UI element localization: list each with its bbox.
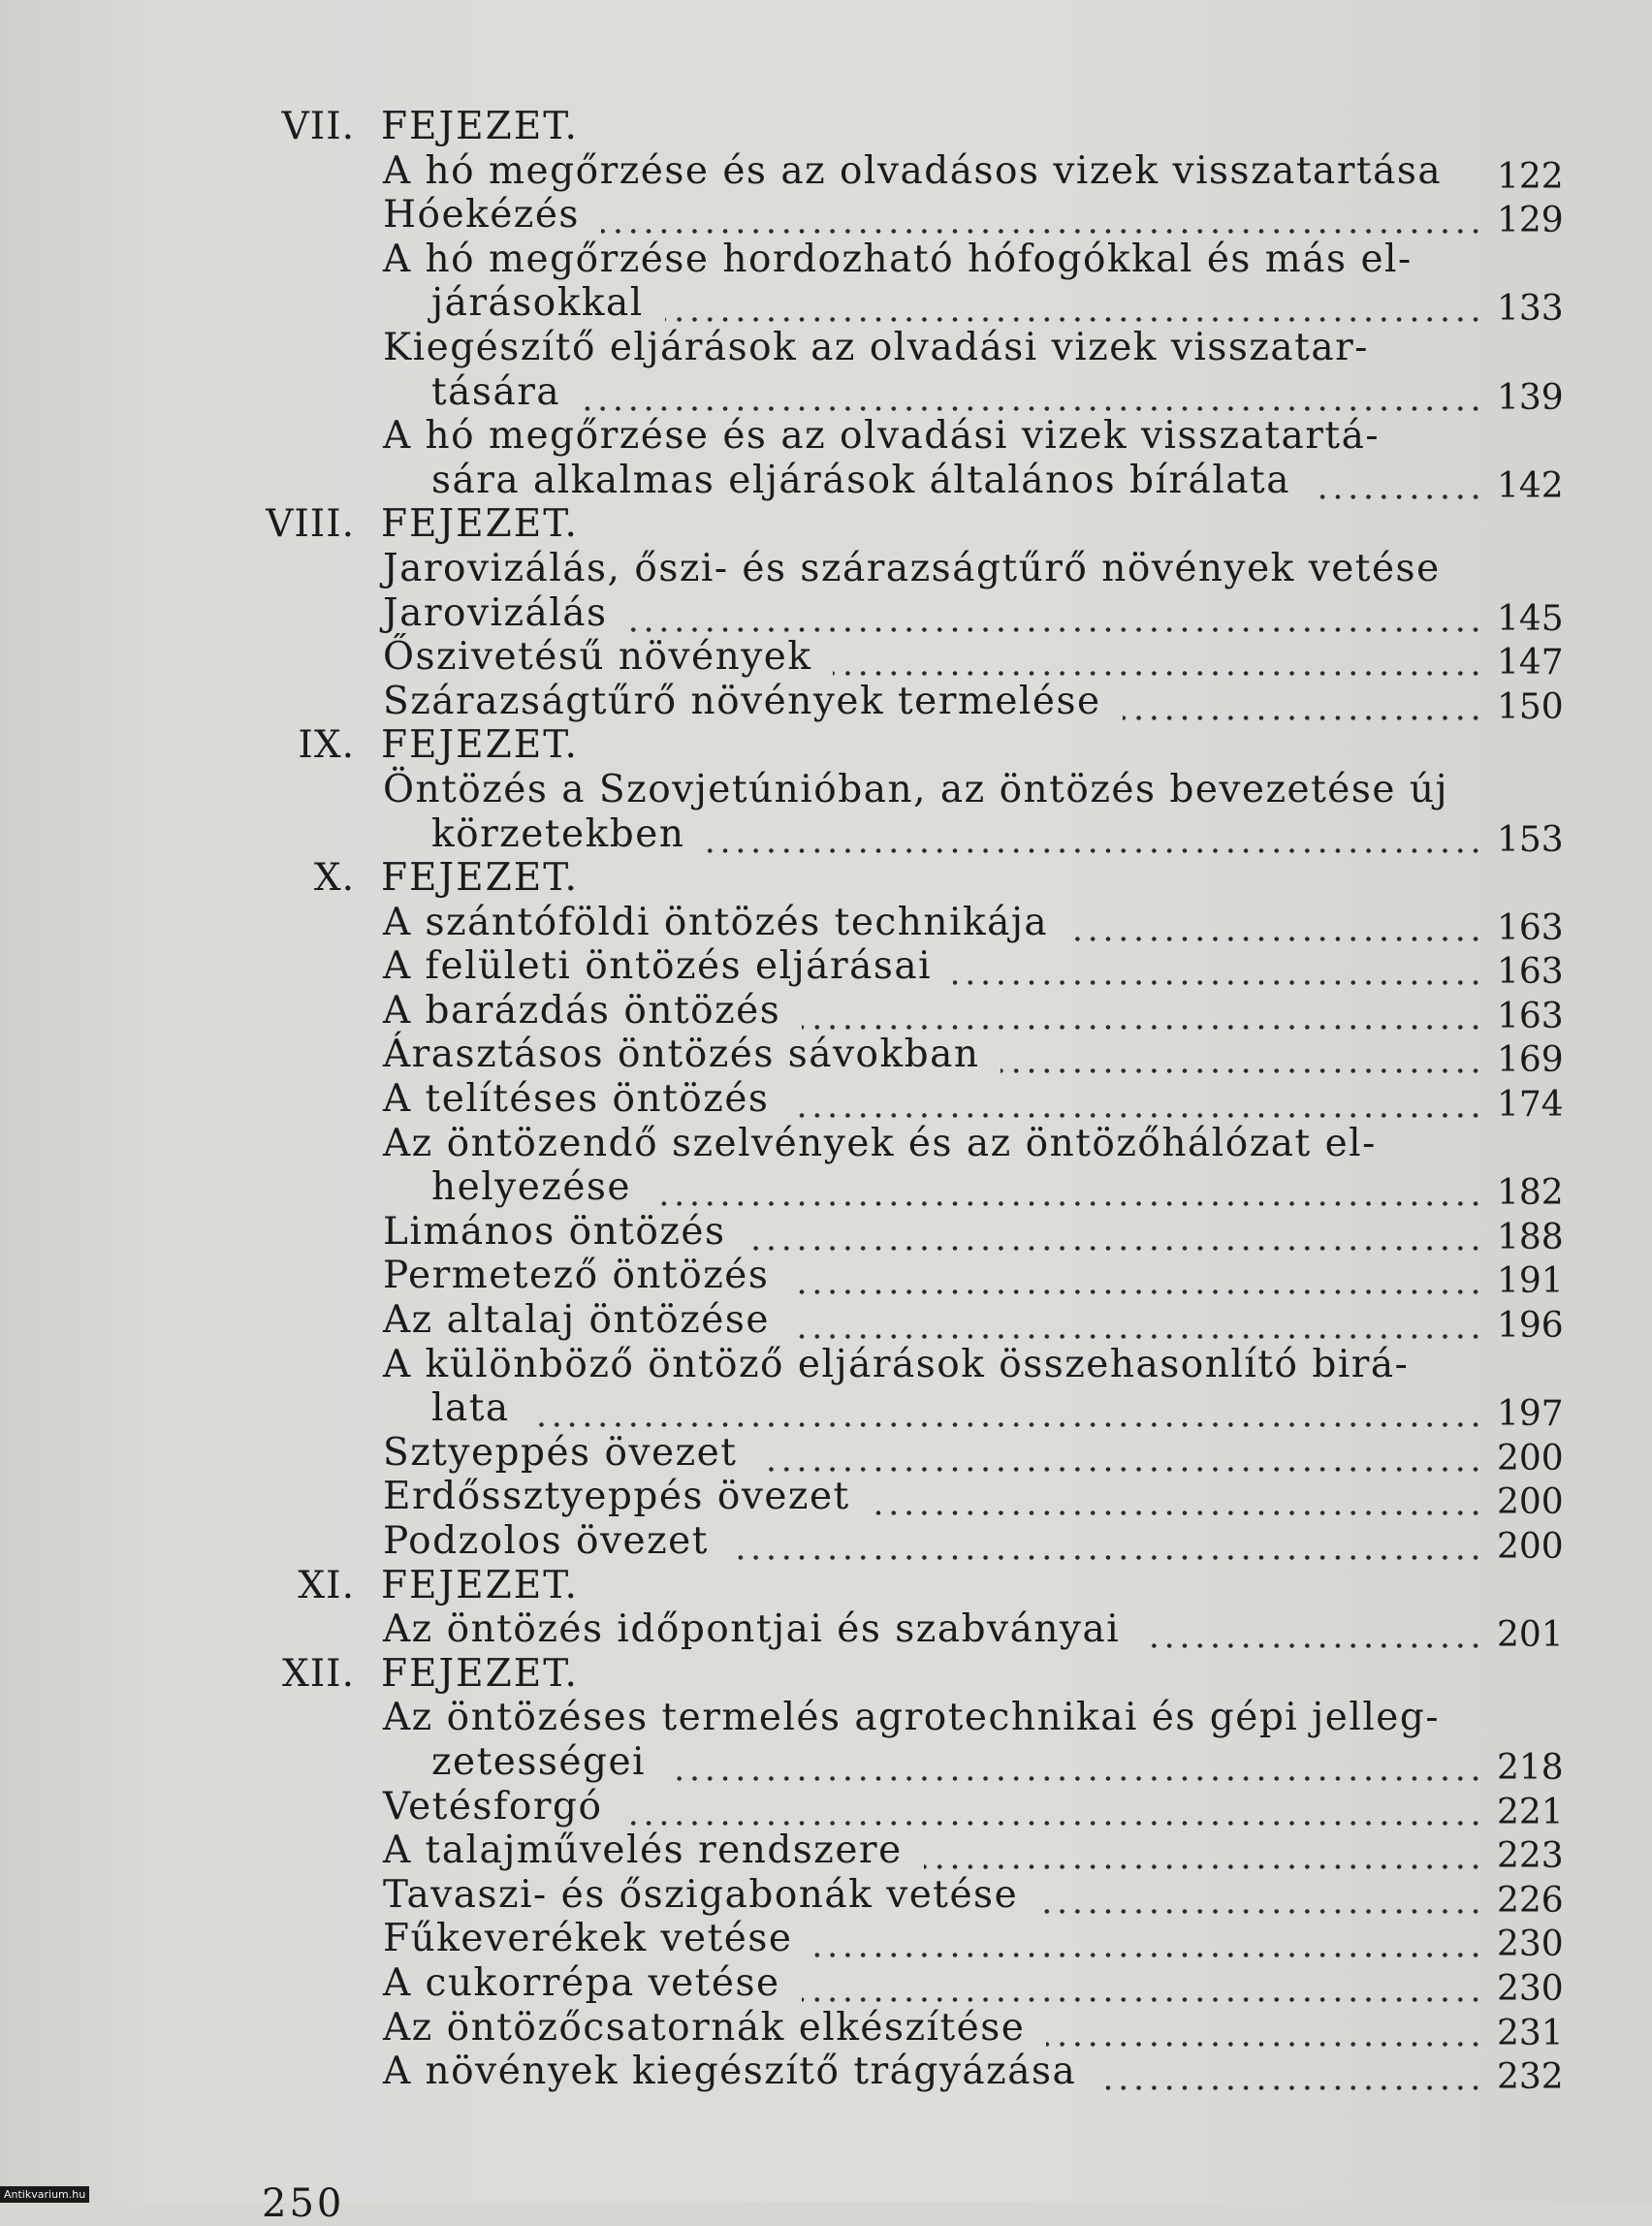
toc-entry (0, 369, 1652, 418)
toc-entry (0, 1519, 1652, 1567)
entry-page-number: 201 (1497, 1615, 1564, 1656)
entry-title: tására (431, 369, 561, 414)
toc-entry (0, 238, 1652, 282)
chapter-label: FEJEZET. (381, 1651, 579, 1696)
entry-page-number: 129 (1497, 201, 1564, 241)
entry-title: Erdőssztyeppés övezet (383, 1475, 850, 1519)
dot-leader (1097, 2063, 1483, 2092)
toc-entry (0, 2050, 1652, 2098)
toc-entry (0, 1960, 1652, 2009)
entry-page-number: 169 (1497, 1040, 1564, 1081)
entry-page-number: 188 (1497, 1217, 1564, 1257)
entry-page-number: 231 (1497, 2013, 1564, 2053)
table-of-contents (0, 105, 1652, 2098)
entry-page-number: 163 (1497, 952, 1564, 993)
chapter-label: FEJEZET. (381, 723, 579, 768)
entry-page-number: 142 (1497, 465, 1564, 506)
chapter-heading (0, 856, 1652, 901)
toc-entry (0, 414, 1652, 459)
toc-entry (0, 1784, 1652, 1832)
entry-title: A különböző öntöző eljárások összehasonlító birá- (383, 1342, 1410, 1386)
dot-leader (802, 1975, 1483, 2004)
dot-leader (667, 1754, 1483, 1783)
chapter-heading (0, 502, 1652, 547)
entry-page-number: 145 (1497, 598, 1564, 639)
toc-entry (0, 1430, 1652, 1479)
entry-title: Fűkeverékek vetése (383, 1917, 793, 1961)
entry-title: Őszivetésű növények (383, 635, 812, 680)
toc-entry (0, 547, 1652, 591)
chapter-number: X. (313, 856, 355, 901)
dot-leader (791, 1312, 1483, 1341)
chapter-label: FEJEZET. (381, 105, 579, 148)
dot-leader (813, 1930, 1483, 1959)
dot-leader (629, 605, 1483, 634)
entry-title: Az öntözőcsatornák elkészítése (383, 2005, 1026, 2050)
entry-title: Podzolos övezet (383, 1519, 709, 1563)
entry-title: körzetekben (431, 811, 685, 856)
dot-leader (790, 1091, 1483, 1120)
entry-title: Az altalaj öntözése (383, 1298, 770, 1343)
entry-page-number: 230 (1497, 1924, 1564, 1965)
entry-page-number: 153 (1497, 819, 1564, 860)
chapter-heading (0, 723, 1652, 768)
toc-entry (0, 1343, 1652, 1387)
toc-entry (0, 458, 1652, 506)
toc-entry (0, 1298, 1652, 1347)
entry-page-number: 226 (1497, 1880, 1564, 1921)
chapter-heading (0, 105, 1652, 149)
entry-title: lata (431, 1386, 510, 1431)
dot-leader (747, 1224, 1483, 1253)
watermark: Antikvarium.hu (0, 2186, 89, 2203)
chapter-label: FEJEZET. (381, 502, 579, 547)
toc-entry (0, 989, 1652, 1034)
dot-leader (652, 1179, 1483, 1208)
entry-title: A cukorrépa vetése (383, 1960, 780, 2005)
entry-title: Limános öntözés (383, 1209, 726, 1254)
entry-title: Hóekézés (383, 193, 580, 238)
toc-entry (0, 635, 1652, 684)
chapter-heading (0, 1564, 1652, 1608)
dot-leader (730, 1533, 1483, 1562)
dot-leader (1123, 693, 1483, 722)
dot-leader (1312, 472, 1483, 501)
dot-leader (1069, 914, 1483, 943)
toc-entry (0, 1386, 1652, 1435)
entry-title: Vetésforgó (383, 1784, 603, 1828)
entry-title: Az öntözendő szelvények és az öntözőhálózat el- (383, 1121, 1377, 1165)
entry-title: A talajművelés rendszere (383, 1828, 903, 1873)
entry-title: A szántóföldi öntözés technikája (383, 900, 1049, 944)
entry-title: Árasztásos öntözés sávokban (383, 1033, 980, 1077)
chapter-heading (0, 1652, 1652, 1697)
toc-entry (0, 1122, 1652, 1166)
entry-page-number: 230 (1497, 1968, 1564, 2009)
entry-title: A barázdás öntözés (383, 988, 781, 1033)
entry-page-number: 191 (1497, 1261, 1564, 1302)
dot-leader (872, 1488, 1483, 1517)
entry-page-number: 147 (1497, 643, 1564, 684)
dot-leader (601, 207, 1483, 236)
toc-entry (0, 900, 1652, 948)
toc-entry (0, 1917, 1652, 1965)
dot-leader (924, 1842, 1483, 1871)
entry-title: Permetező öntözés (383, 1254, 770, 1298)
toc-entry (0, 1033, 1652, 1081)
entry-title: A felületi öntözés eljárásai (383, 944, 933, 989)
dot-leader (758, 1445, 1483, 1474)
entry-page-number: 196 (1497, 1306, 1564, 1347)
entry-page-number: 150 (1497, 686, 1564, 727)
entry-title: Jarovizálás, őszi- és szárazságtűrő növények vetése (383, 546, 1441, 590)
dot-leader (706, 826, 1483, 855)
chapter-label: FEJEZET. (381, 1563, 579, 1607)
dot-leader (531, 1400, 1483, 1429)
dot-leader (1039, 1887, 1483, 1916)
toc-entry (0, 944, 1652, 993)
toc-entry (0, 811, 1652, 860)
toc-entry (0, 679, 1652, 727)
chapter-number: VIII. (266, 502, 355, 547)
entry-page-number: 174 (1497, 1085, 1564, 1126)
toc-entry (0, 768, 1652, 812)
dot-leader (833, 649, 1483, 678)
toc-entry (0, 1828, 1652, 1877)
entry-title: Jarovizálás (383, 590, 608, 635)
toc-entry (0, 1607, 1652, 1656)
entry-title: Az öntözéses termelés agrotechnikai és gépi jelleg- (383, 1696, 1441, 1740)
entry-title: Sztyeppés övezet (383, 1430, 738, 1475)
entry-title: A növények kiegészítő trágyázása (383, 2050, 1077, 2094)
dot-leader (953, 958, 1483, 987)
entry-title: Öntözés a Szovjetúnióban, az öntözés bevezetése új (383, 767, 1449, 811)
entry-title: sára alkalmas eljárások általános bírálata (431, 458, 1290, 502)
toc-entry (0, 1475, 1652, 1523)
entry-title: A hó megőrzése és az olvadásos vizek visszatartása (383, 148, 1443, 193)
entry-title: Szárazságtűrő növények termelése (383, 679, 1101, 723)
entry-title: Az öntözés időpontjai és szabványai (383, 1607, 1121, 1652)
chapter-number: VII. (281, 105, 355, 148)
entry-title: zetességei (431, 1739, 647, 1784)
entry-title: helyezése (431, 1165, 632, 1210)
toc-entry (0, 326, 1652, 370)
entry-title: Kiegészítő eljárások az olvadási vizek visszatar- (383, 325, 1369, 369)
chapter-number: XI. (298, 1563, 355, 1607)
dot-leader (623, 1798, 1483, 1828)
entry-page-number: 223 (1497, 1836, 1564, 1877)
dot-leader (582, 384, 1483, 413)
toc-entry (0, 590, 1652, 639)
dot-leader (1001, 1046, 1483, 1075)
entry-title: A telítéses öntözés (383, 1077, 770, 1122)
toc-entry (0, 1872, 1652, 1921)
toc-entry (0, 281, 1652, 330)
entry-title: A hó megőrzése és az olvadási vizek visszatartá- (383, 414, 1381, 459)
chapter-number: XII. (282, 1651, 355, 1696)
entry-page-number: 200 (1497, 1438, 1564, 1479)
toc-entry (0, 193, 1652, 241)
toc-entry (0, 1077, 1652, 1126)
dot-leader (802, 1002, 1483, 1032)
page-number: 250 (262, 2181, 345, 2226)
chapter-label: FEJEZET. (381, 856, 579, 901)
toc-entry (0, 1165, 1652, 1214)
entry-page-number: 182 (1497, 1173, 1564, 1214)
entry-page-number: 163 (1497, 996, 1564, 1036)
entry-page-number: 122 (1497, 156, 1564, 197)
toc-entry (0, 1254, 1652, 1302)
dot-leader (1141, 1621, 1483, 1650)
dot-leader (1046, 2019, 1483, 2049)
entry-page-number: 221 (1497, 1792, 1564, 1832)
entry-page-number: 197 (1497, 1394, 1564, 1435)
toc-entry (0, 1696, 1652, 1740)
toc-entry (0, 2006, 1652, 2051)
entry-page-number: 133 (1497, 289, 1564, 330)
dot-leader (665, 295, 1483, 324)
toc-entry (0, 1210, 1652, 1255)
entry-title: Tavaszi- és őszigabonák vetése (383, 1872, 1019, 1917)
chapter-number: IX. (298, 723, 355, 768)
toc-entry (0, 1739, 1652, 1788)
entry-page-number: 200 (1497, 1482, 1564, 1523)
entry-page-number: 139 (1497, 377, 1564, 418)
entry-title: A hó megőrzése hordozható hófogókkal és más el- (383, 237, 1413, 281)
dot-leader (790, 1267, 1483, 1296)
entry-page-number: 232 (1497, 2057, 1564, 2098)
entry-page-number: 200 (1497, 1527, 1564, 1567)
entry-title: járásokkal (431, 281, 644, 326)
entry-page-number: 218 (1497, 1747, 1564, 1788)
toc-entry (0, 148, 1652, 197)
entry-page-number: 163 (1497, 907, 1564, 948)
